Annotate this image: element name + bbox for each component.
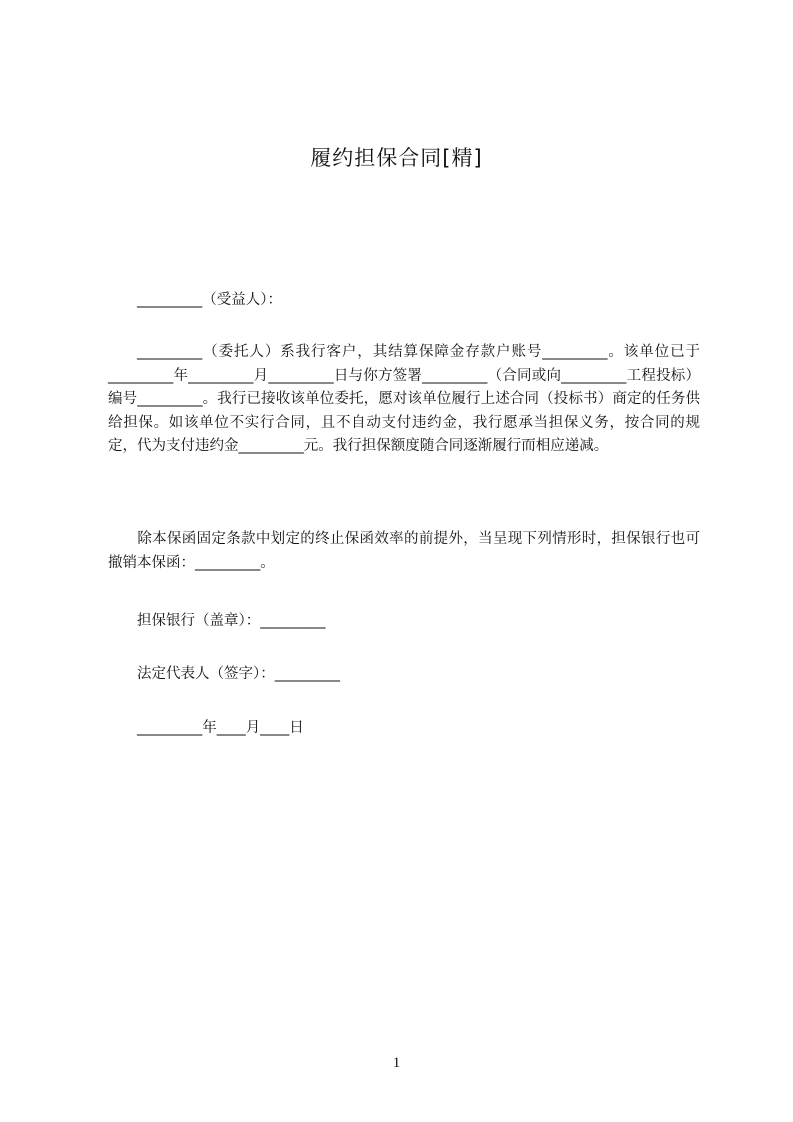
paragraph-revocation-terms-text: 除本保函固定条款中划定的终止保函效率的前提外，当呈现下列情形时，担保银行也可撤销本保函：_________。 [108, 531, 700, 571]
guarantor-bank-seal-line: 担保银行（盖章）：_________ [137, 613, 326, 629]
paragraph-guarantee-terms-text: _________（委托人）系我行客户，其结算保障金存款户账号_________。该单位已于_________年_________月_________日与你方签署_________（合同或向_________工程投标）编号_________。我行已接收该单位委托，愿对该单位履行上述合同（投标书）商定的任务供给担保。如该单位不实行合同，且不自动支付违约金，我行愿承当担保义务，按合同的规定，代为支付违约金_________元。我行担保额度随合同逐渐履行而相应递减。 [108, 344, 700, 454]
document-title: 履约担保合同[精] [310, 146, 483, 170]
date-line: _________年____月____日 [137, 720, 304, 736]
paragraph-revocation-terms [108, 528, 700, 575]
addressee-line: _________（受益人）： [137, 292, 282, 308]
legal-representative-signature-line: 法定代表人（签字）：_________ [137, 666, 340, 682]
paragraph-guarantee-terms [108, 341, 700, 459]
page-number: 1 [392, 1055, 401, 1071]
